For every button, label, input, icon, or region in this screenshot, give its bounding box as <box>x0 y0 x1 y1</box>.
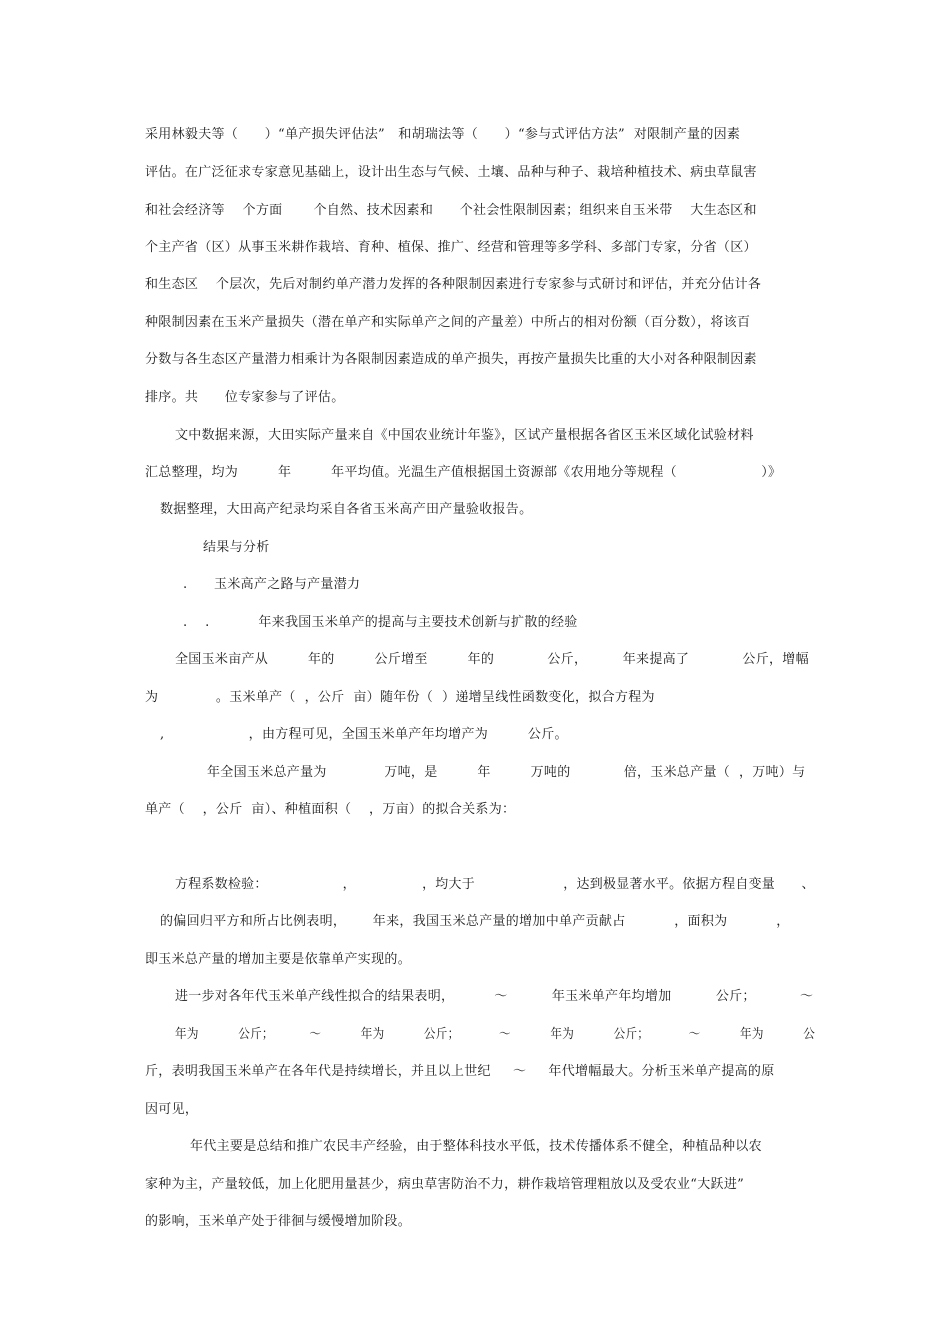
text-line: 采用林毅夫等（ ）“单产损失评估法” 和胡瑞法等（ ）“参与式评估方法” 对限制产量的因素 <box>145 127 741 142</box>
text-line: 和社会经济等 个方面 个自然、技术因素和 个社会性限制因素；组织来自玉米带 大生态区和 <box>145 203 757 218</box>
text-line: 数据整理，大田高产纪录均采自各省玉米高产田产量验收报告。 <box>160 502 533 517</box>
text-line: 年为 公斤； ～ 年为 公斤； ～ 年为 公斤； ～ 年为 公 <box>175 1027 816 1042</box>
text-line: 全国玉米亩产从 年的 公斤增至 年的 公斤， 年来提高了 公斤，增幅 <box>175 652 809 667</box>
text-line: , ，由方程可见，全国玉米单产年均增产为 公斤。 <box>160 727 568 742</box>
text-line: 和生态区 个层次，先后对制约单产潜力发挥的各种限制因素进行专家参与式研讨和评估，并充分估计各 <box>145 277 762 292</box>
text-line: 为 。玉米单产（ ，公斤 亩）随年份（ ）递增呈线性函数变化，拟合方程为 <box>145 690 655 705</box>
text-line: 文中数据来源，大田实际产量来自《中国农业统计年鉴》，区试产量根据各省区玉米区域化试验材料 <box>175 428 754 443</box>
text-line: 的影响，玉米单产处于徘徊与缓慢增加阶段。 <box>145 1214 412 1229</box>
text-line: 评估。在广泛征求专家意见基础上，设计出生态与气候、土壤、品种与种子、栽培种植技术、病虫草鼠害 <box>145 165 757 180</box>
text-line: 分数与各生态区产量潜力相乘计为各限制因素造成的单产损失，再按产量损失比重的大小对各种限制因素 <box>145 352 757 367</box>
text-line: 即玉米总产量的增加主要是依靠单产实现的。 <box>145 952 412 967</box>
text-line: 排序。共 位专家参与了评估。 <box>145 390 345 405</box>
section-heading: 结果与分析 <box>203 540 270 555</box>
text-line: 因可见， <box>145 1102 199 1117</box>
text-line: 种限制因素在玉米产量损失（潜在单产和实际单产之间的产量差）中所占的相对份额（百分数），将该百 <box>145 315 751 330</box>
text-line: 斤，表明我国玉米单产在各年代是持续增长，并且以上世纪 ～ 年代增幅最大。分析玉米单产提高的原 <box>145 1064 775 1079</box>
text-line: 进一步对各年代玉米单产线性拟合的结果表明， ～ 年玉米单产年均增加 公斤； ～ <box>175 989 814 1004</box>
subsection-heading: . 玉米高产之路与产量潜力 <box>183 577 361 592</box>
text-line: 年全国玉米总产量为 万吨，是 年 万吨的 倍，玉米总产量（ ，万吨）与 <box>207 765 806 780</box>
text-line: 年代主要是总结和推广农民丰产经验，由于整体科技水平低，技术传播体系不健全，种植品种以农 <box>190 1139 762 1154</box>
text-line: 方程系数检验： ， ，均大于 ，达到极显著水平。依据方程自变量 、 <box>175 877 815 892</box>
subsection-heading: . . 年来我国玉米单产的提高与主要技术创新与扩散的经验 <box>183 615 578 630</box>
text-line: 个主产省（区）从事玉米耕作栽培、育种、植保、推广、经营和管理等多学科、多部门专家，分省（区） <box>145 240 757 255</box>
text-line: 的偏回归平方和所占比例表明， 年来，我国玉米总产量的增加中单产贡献占 ，面积为 ， <box>160 914 790 929</box>
text-line: 单产（ ，公斤 亩）、种植面积（ ，万亩）的拟合关系为： <box>145 802 516 817</box>
text-line: 家种为主，产量较低，加上化肥用量甚少，病虫草害防治不力，耕作栽培管理粗放以及受农业“大跃进” <box>145 1177 745 1192</box>
text-line: 汇总整理，均为 年 年平均值。光温生产值根据国土资源部《农用地分等规程（ ）》 <box>145 465 782 480</box>
